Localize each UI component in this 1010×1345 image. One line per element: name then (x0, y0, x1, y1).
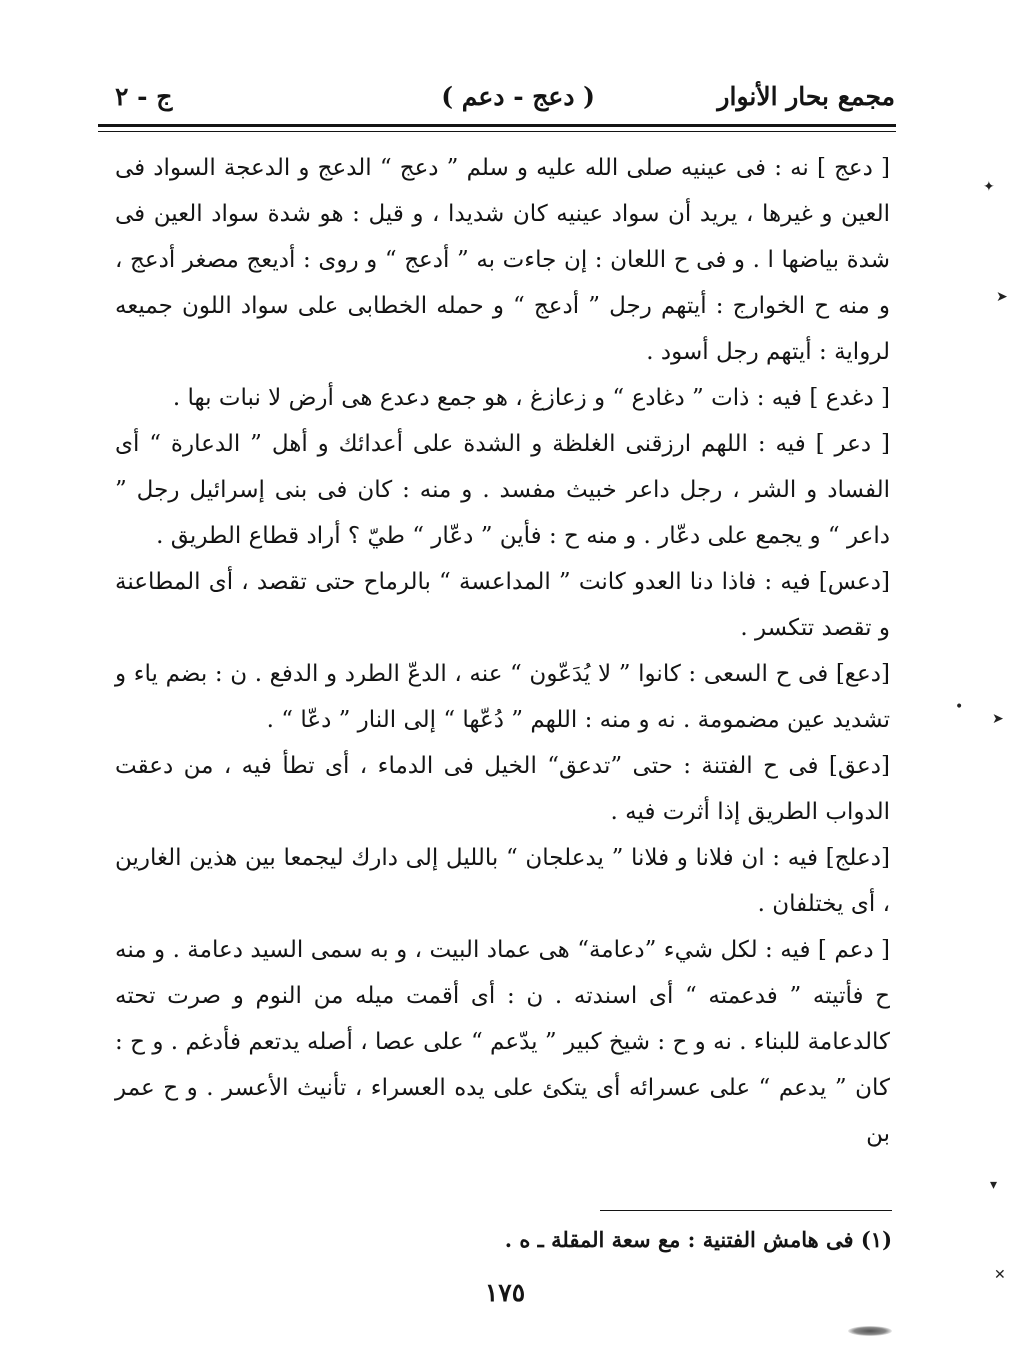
header-rule-thick (98, 124, 896, 127)
header-rule-thin (98, 131, 896, 132)
book-title: مجمع بحار الأنوار (717, 82, 895, 111)
entry-daaj: [ دعج ] نه : فى عينيه صلى الله عليه و سلم ” دعج “ الدعج و الدعجة السواد فى العين و غيرها ، يريد أن سواد عينيه كان شديدا ، و قيل : هو شدة سواد العين فى شدة بياضها ا . و فى ح اللعان : إن جاءت به ” أدعج “ و روى : أديعج مصغر أدعج ، و منه ح الخوارج : أيتهم رجل ” أدعج “ و حمله الخطابى على سواد اللون جميعه لرواية : أيتهم رجل أسود . (115, 155, 890, 365)
margin-mark: ✦ (983, 179, 995, 195)
entry-daalaj: [دعلج] فيه : ان فلانا و فلانا ” يدعلجان “ بالليل إلى دارك ليجمعا بين هذين الغارين ، أى يختلفان . (115, 845, 890, 917)
entry-daam: [ دعم ] فيه : لكل شيء ”دعامة“ هى عماد البيت ، و به سمى السيد دعامة . و منه ح فأتيته ” فدعمته “ أى اسندته . ن : أى أقمت ميله من النوم و صرت تحته كالدعامة للبناء . نه و ح : شيخ كبير ” يدّعم “ على عصا ، أصله يدتعم فأدغم . و ح : كان ” يدعم “ على عسرائه أى يتكئ على يده العسراء ، تأنيث الأعسر . و ح عمر بن (115, 937, 890, 1147)
running-header (95, 72, 895, 120)
margin-mark: ➤ (992, 711, 1004, 727)
entry-daa: [دعع] فى ح السعى : كانوا ” لا يُدَعّون “ عنه ، الدعّ الطرد و الدفع . ن : بضم ياء و تشديد عين مضمومة . نه و منه : اللهم ” دُعّها “ إلى النار ” دعّا “ . (115, 661, 890, 733)
ink-stain (848, 1326, 892, 1336)
entry-daaq: [دعق] فى ح الفتنة : حتى ”تدعق“ الخيل فى الدماء ، أى تطأ فيه ، من دعقت الدواب الطريق إذا أثرت فيه . (115, 753, 890, 825)
page-number: ١٧٥ (484, 1278, 526, 1307)
margin-mark: ✕ (994, 1267, 1006, 1283)
entry-daas: [دعس] فيه : فاذا دنا العدو كانت ” المداعسة “ بالرماح حتى تقصد ، أى المطاعنة و تقصد تتكسر . (115, 569, 890, 641)
main-text (115, 145, 890, 1157)
entry-daghda: [ دغدع ] فيه : ذات ” دغادع “ و زعازغ ، هو جمع دعدع هى أرض لا نبات بها . (172, 385, 890, 411)
volume-number: ج - ٢ (115, 82, 173, 111)
margin-mark: ▾ (990, 1177, 998, 1193)
footnote-rule (600, 1210, 892, 1211)
entry-daar: [ دعر ] فيه : اللهم ارزقنى الغلظة و الشدة على أعدائك و أهل ” الدعارة “ أى الفساد و الشر ، رجل داعر خبيث مفسد . و منه : كان فى بنى إسرائيل رجل ” داعر “ و يجمع على دعّار . و منه ح : فأين ” دعّار “ طيّ ؟ أراد قطاع الطريق . (115, 431, 890, 549)
footnote: (١) فى هامش الفتنية : مع سعة المقلة ـ ه . (504, 1227, 892, 1252)
entry-range: ( دعج - دعم ) (441, 82, 595, 111)
margin-mark: ➤ (996, 289, 1008, 305)
margin-mark: • (955, 699, 964, 715)
